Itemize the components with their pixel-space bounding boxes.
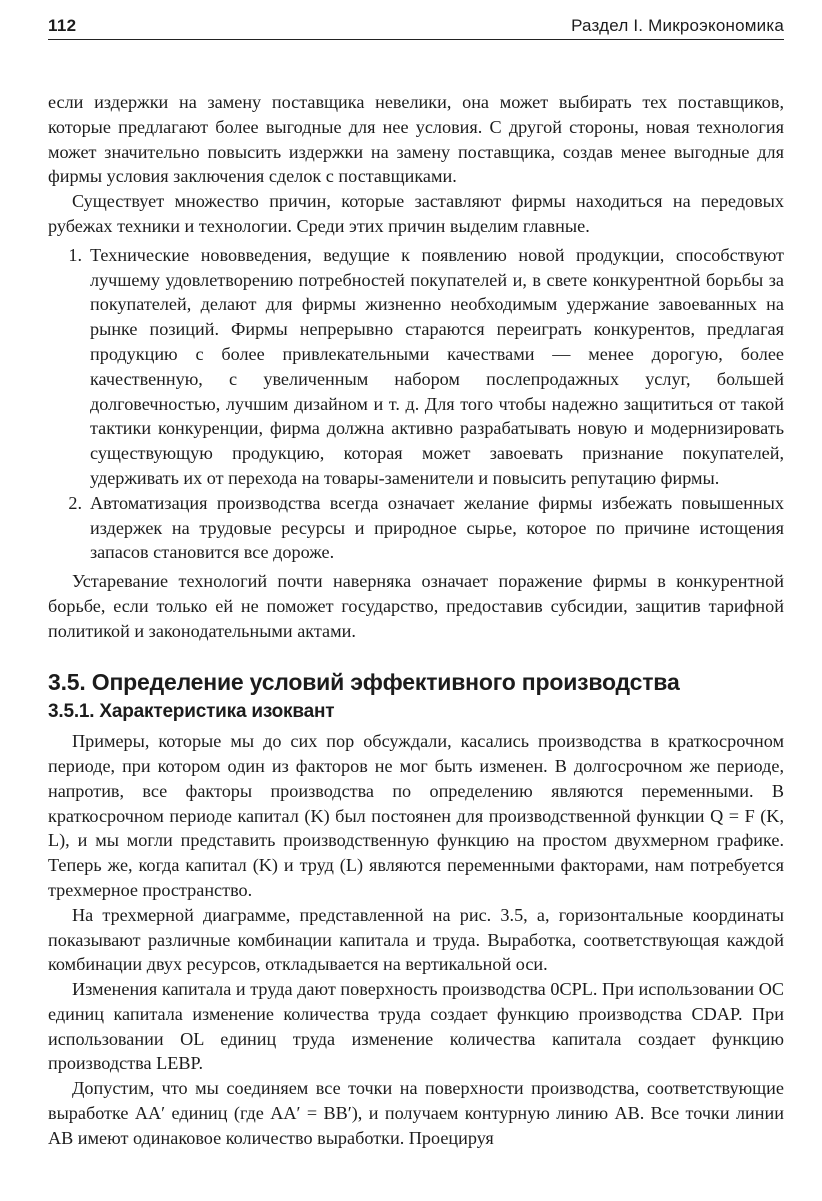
- list-number: 1.: [68, 244, 82, 265]
- list-item-text: Автоматизация производства всегда означает желание фирмы избежать повышенных издержек на трудовые ресурсы и природное сырье, которое по причине истощения запасов становится все дороже.: [90, 492, 784, 563]
- section-heading: 3.5. Определение условий эффективного производства: [48, 668, 680, 695]
- body-text: [48, 90, 784, 1151]
- list-item: [48, 491, 784, 565]
- paragraph: Примеры, которые мы до сих пор обсуждали, касались производства в краткосрочном периоде, при котором один из факторов не мог быть изменен. В долгосрочном же периоде, напротив, все факторы производства по определению являются переменными. В краткосрочном периоде капитал (K) был постоянен для производственной функции Q = F (K, L), и мы могли представить производственную функцию на простом двухмерном графике. Теперь же, когда капитал (K) и труд (L) являются переменными факторами, нам потребуется трехмерное пространство.: [48, 731, 784, 900]
- section-title: Раздел I. Микроэкономика: [571, 16, 784, 35]
- paragraph: если издержки на замену поставщика невелики, она может выбирать тех поставщиков, которые предлагают более выгодные для нее условия. С другой стороны, новая технология может значительно повысить издержки на замену поставщика, создав менее выгодные для фирмы условия заключения сделок с поставщиками.: [48, 92, 784, 187]
- paragraph: Изменения капитала и труда дают поверхность производства 0CPL. При использовании OC единиц капитала изменение количества труда создает функцию производства CDAP. При использовании OL единиц труда изменение количества капитала создает функцию производства LEBP.: [48, 979, 784, 1074]
- paragraph: Допустим, что мы соединяем все точки на поверхности производства, соответствующие выработке AA′ единиц (где AA′ = BB′), и получаем контурную линию AB. Все точки линии AB имеют одинаковое количество выработки. Проецируя: [48, 1078, 784, 1148]
- numbered-list: [48, 243, 784, 565]
- list-number: 2.: [68, 492, 82, 513]
- list-item-text: Технические нововведения, ведущие к появлению новой продукции, способствуют лучшему удовлетворению потребностей покупателей и, в свете конкурентной борьбы за покупателей, делают для фирмы жизненно необходимым удержание завоеванных на рынке позиций. Фирмы непрерывно стараются переиграть конкурентов, предлагая продукцию с более привлекательными качествами — менее дорогую, более качественную, с увеличенным набором послепродажных услуг, большей долговечностью, лучшим дизайном и т. д. Для того чтобы надежно защититься от такой тактики конкуренции, фирма должна активно разрабатывать новую и модернизировать существующую продукцию, которая может завоевать признание покупателей, удерживать их от перехода на товары-заменители и повысить репутацию фирмы.: [90, 244, 784, 488]
- page-number: 112: [48, 16, 77, 35]
- page: [48, 14, 784, 1151]
- list-item: [48, 243, 784, 491]
- subsection-heading: 3.5.1. Характеристика изоквант: [48, 701, 335, 723]
- paragraph: Устаревание технологий почти наверняка означает поражение фирмы в конкурентной борьбе, если только ей не поможет государство, предоставив субсидии, защитив тарифной политикой и законодательными актами.: [48, 571, 784, 641]
- paragraph: Существует множество причин, которые заставляют фирмы находиться на передовых рубежах техники и технологии. Среди этих причин выделим главные.: [48, 191, 784, 236]
- paragraph: На трехмерной диаграмме, представленной на рис. 3.5, а, горизонтальные координаты показывают различные комбинации капитала и труда. Выработка, соответствующая каждой комбинации двух ресурсов, откладывается на вертикальной оси.: [48, 904, 784, 975]
- running-header: [48, 14, 784, 40]
